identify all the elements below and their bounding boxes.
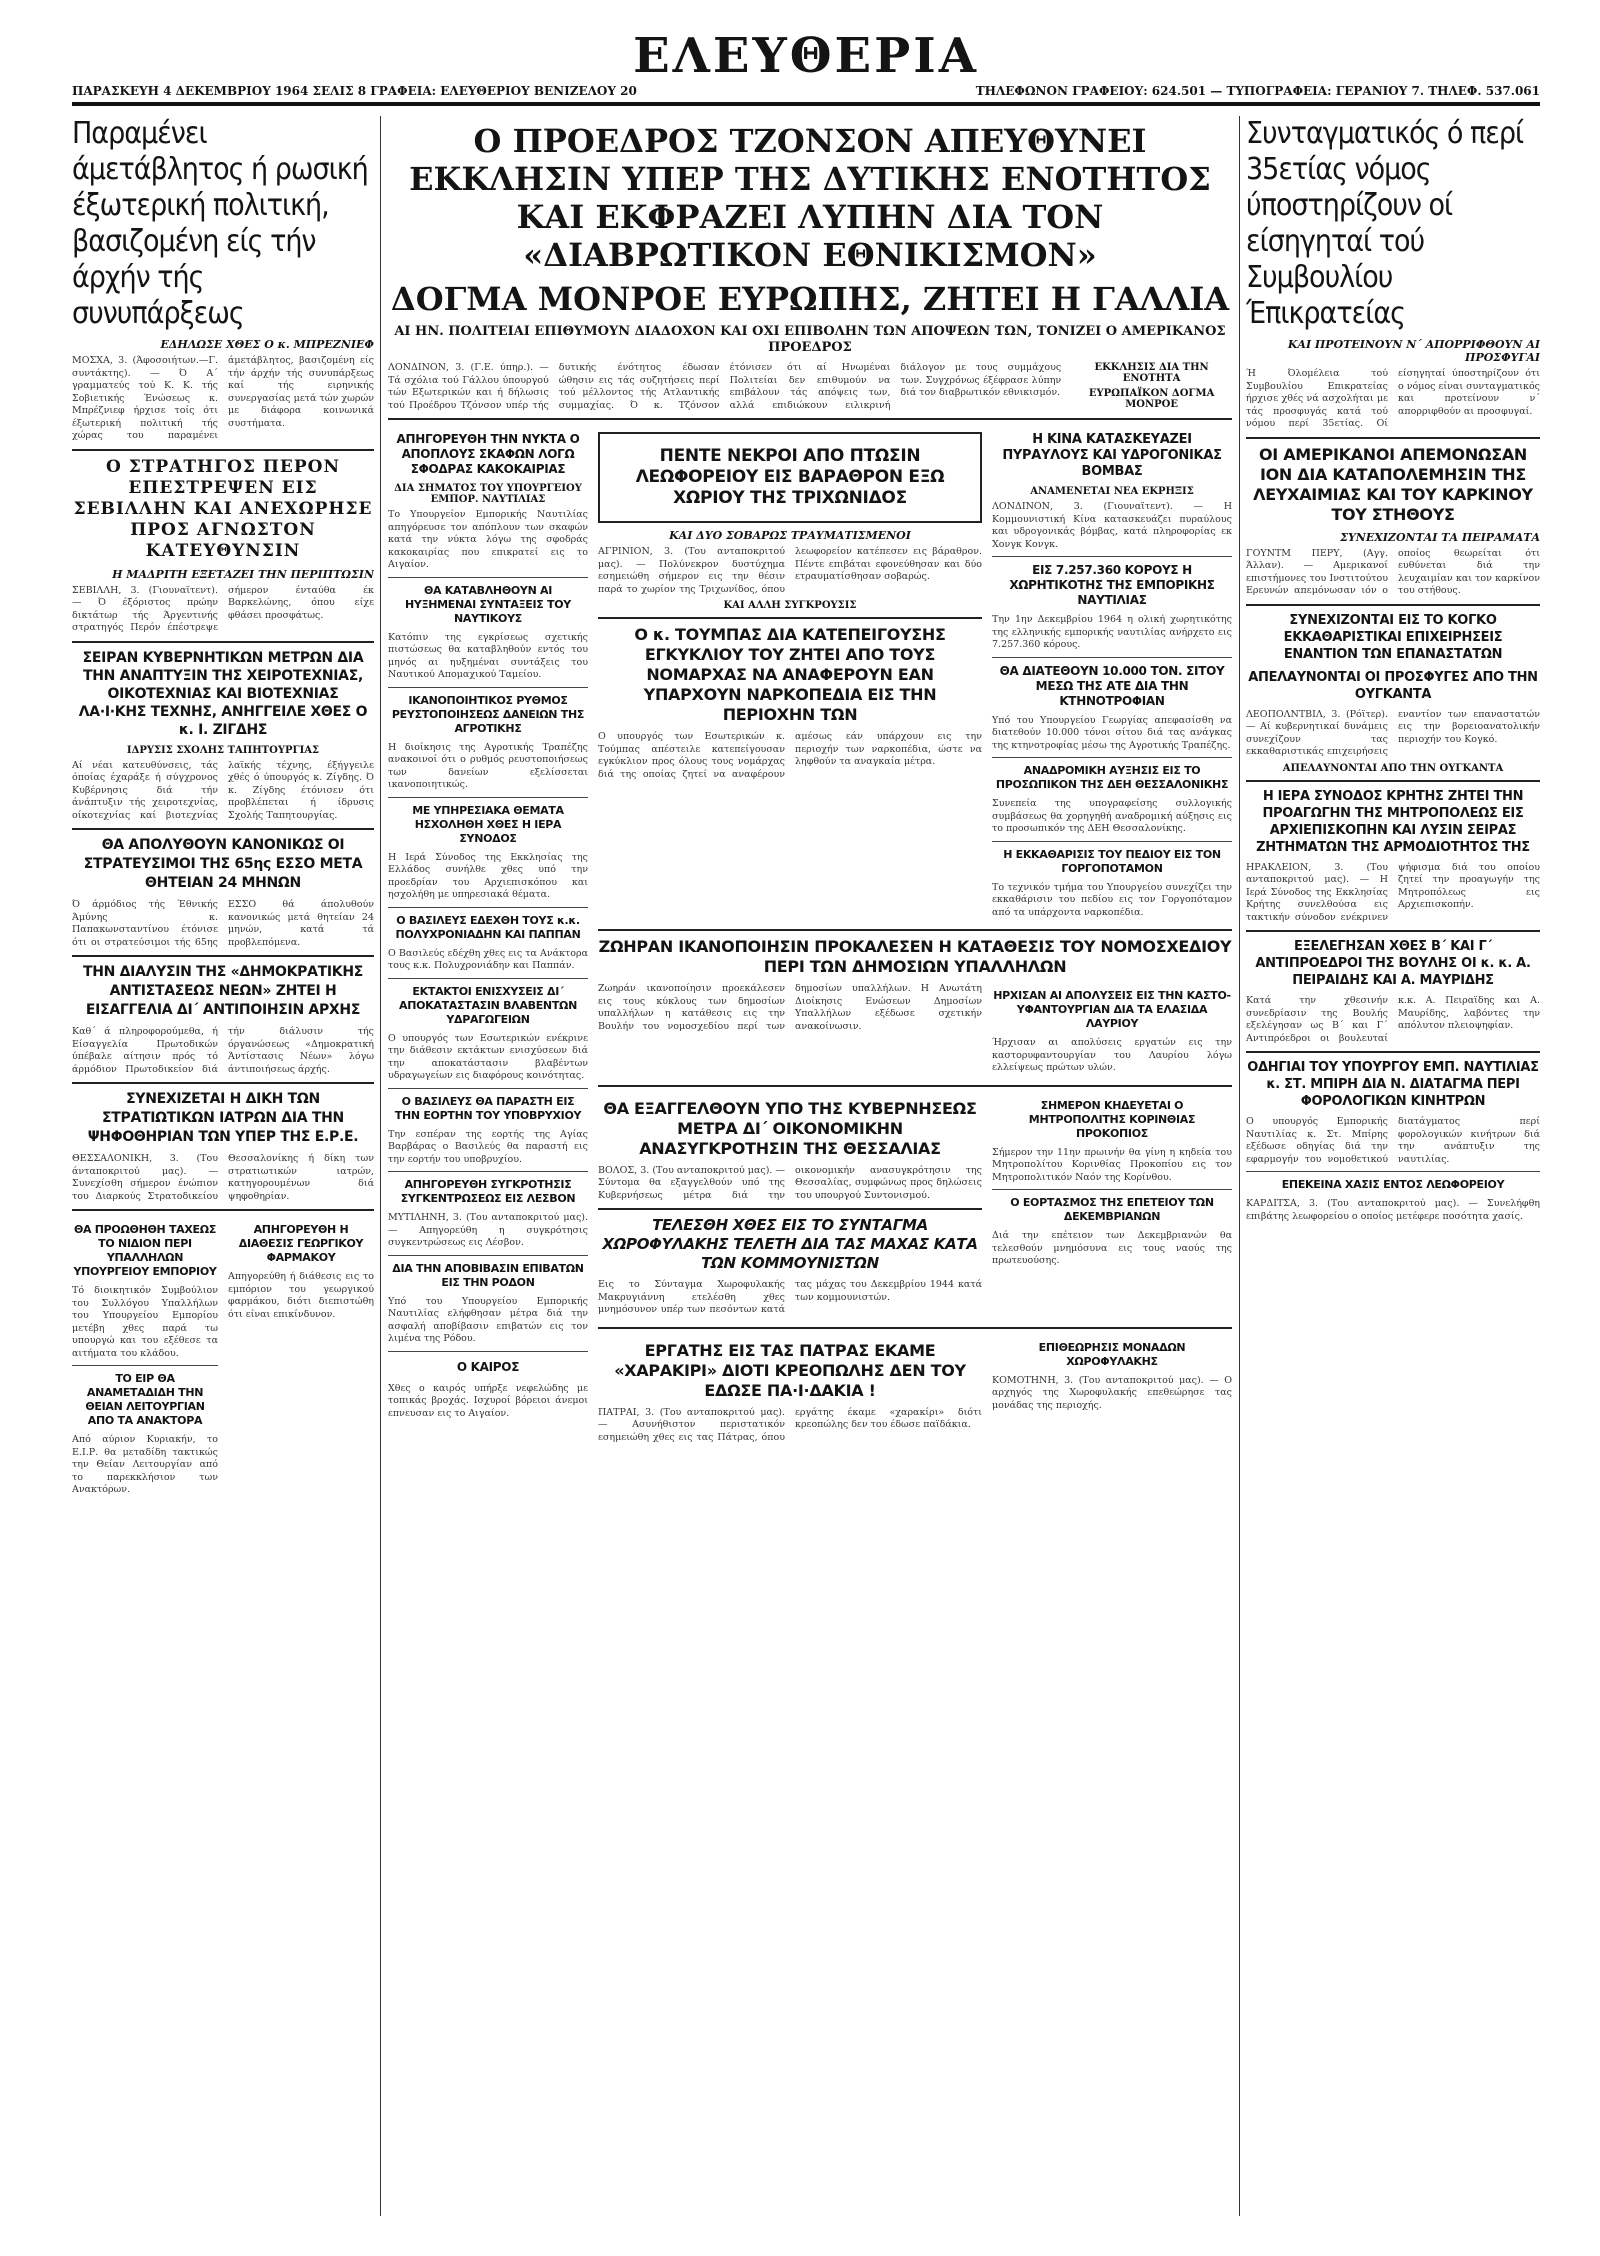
article-text: ΚΟΜΟΤΗΝΗ, 3. (Του ανταποκριτού μας). — Ο αρχηγός της Χωροφυλακής επεθεώρησε τας μονάδας της περιοχής. [992,1374,1232,1411]
center-grid [388,426,1232,1448]
headline-handicraft: ΣΕΙΡΑΝ ΚΥΒΕΡΝΗΤΙΚΩΝ ΜΕΤΡΩΝ ΔΙΑ ΤΗΝ ΑΝΑΠΤΥΞΙΝ ΤΗΣ ΧΕΙΡΟΤΕΧΝΙΑΣ, ΟΙΚΟΤΕΧΝΙΑΣ ΚΑΙ ΒΙΟΤΕΧΝΙΑΣ ΛΑ·Ι·ΚΗΣ ΤΕΧΝΗΣ, ΑΝΗΓΓΕΙΛΕ ΧΘΕΣ Ο κ. Ι. ΖΙΓΔΗΣ [78,649,368,738]
divider [992,556,1232,557]
divider [72,1209,374,1211]
center-top-row [598,426,1232,923]
article-text: Ό άρμόδιος τής Έθνικής Άμύνης κ. Παπακωνσταντίνου έτόνισε ότι οι στρατεύσιμοι τής 65ης ΕΣΣΟ θά άπολυθούν κανονικώς μετά θητείαν 24 μηνών, κατά τά προβλεπόμενα. [72,899,374,948]
article-text: Υπό του Υπουργείου Εμπορικής Ναυτιλίας ελήφθησαν μέτρα διά την ασφαλή αποβίβασιν επιβατών εις τον λιμένα της Ρόδου. [388,1295,588,1344]
article-text: ΒΟΛΟΣ, 3. (Του ανταποκριτού μας). — Σύντομα θα εξαγγελθούν υπό της Κυβερνήσεως μέτρα διά την οικονομικήν ανασυγκρότησιν της Θεσσαλίας, συμφώνως προς δηλώσεις του υπουργού Συντονισμού. [598,1164,982,1201]
headline-patras-harakiri: ΕΡΓΑΤΗΣ ΕΙΣ ΤΑΣ ΠΑΤΡΑΣ ΕΚΑΜΕ «ΧΑΡΑΚΙΡΙ» ΔΙΟΤΙ ΚΡΕΟΠΩΛΗΣ ΔΕΝ ΤΟΥ ΕΔΩΣΕ ΠΑ·Ι·ΔΑΚΙΑ ! [614,1340,966,1400]
byline: ΕΔΗΛΩΣΕ ΧΘΕΣ Ο κ. ΜΠΡΕΖΝΙΕΦ [160,338,374,351]
headline-doctors-trial: ΣΥΝΕΧΙΖΕΤΑΙ Η ΔΙΚΗ ΤΩΝ ΣΤΡΑΤΙΩΤΙΚΩΝ ΙΑΤΡΩΝ ΔΙΑ ΤΗΝ ΨΗΦΟΘΗΡΙΑΝ ΤΩΝ ΥΠΕΡ ΤΗΣ Ε.Ρ.Ε. [87,1091,359,1145]
article-text: Κατά την χθεσινήν συνεδρίασιν της Βουλής εξελέγησαν ως Β΄ και Γ΄ Αντιπρόεδροι οι βουλευταί κ.κ. Α. Πειραϊδης και Α. Μαυρίδης, λαβόντες την απόλυτον πλειοψηφίαν. [1246,995,1540,1044]
left-column [72,116,374,2216]
lead-headline-monroe: ΔΟΓΜΑ ΜΟΝΡΟΕ ΕΥΡΩΠΗΣ, ΖΗΤΕΙ Η ΓΑΛΛΙΑ [390,280,1230,318]
headline-radio-liturgy: ΤΟ ΕΙΡ ΘΑ ΑΝΑΜΕΤΑΔΙΔΗ ΤΗΝ ΘΕΙΑΝ ΛΕΙΤΟΥΡΓΙΑΝ ΑΠΟ ΤΑ ΑΝΑΚΤΟΡΑ [85,1372,205,1427]
block [598,1335,982,1449]
divider [992,757,1232,758]
headline-weather: Ο ΚΑΙΡΟΣ [456,1359,520,1374]
divider [992,1189,1232,1190]
center-column [388,116,1232,2216]
headline-uganda-refugees: ΑΠΕΛΑΥΝΟΝΤΑΙ ΟΙ ΠΡΟΣΦΥΓΕΣ ΑΠΟ ΤΗΝ ΟΥΓΚΑΝΤΑ [1248,669,1538,702]
article-text: Σήμερον την 11ην πρωινήν θα γίνη η κηδεία του Μητροπολίτου Κορινθίας Προκοπίου εις τον Μητροπολιτικόν Ναόν της Κορίνθου. [992,1146,1232,1183]
headline-dei-raise: ΑΝΑΔΡΟΜΙΚΗ ΑΥΞΗΣΙΣ ΕΙΣ ΤΟ ΠΡΟΣΩΠΙΚΟΝ ΤΗΣ ΔΕΗ ΘΕΣΣΑΛΟΝΙΚΗΣ [995,764,1229,791]
divider [598,617,982,619]
divider [388,1171,588,1172]
headline-thessaly-measures: ΘΑ ΕΞΑΓΓΕΛΘΟΥΝ ΥΠΟ ΤΗΣ ΚΥΒΕΡΝΗΣΕΩΣ ΜΕΤΡΑ ΔΙ΄ ΟΙΚΟΝΟΜΙΚΗΝ ΑΝΑΣΥΓΚΡΟΤΗΣΙΝ ΤΗΣ ΘΕΣΣΑΛΙΑΣ [603,1098,977,1158]
block [992,1335,1232,1449]
headline-bus-crash: ΠΕΝΤΕ ΝΕΚΡΟΙ ΑΠΟ ΠΤΩΣΙΝ ΛΕΩΦΟΡΕΙΟΥ ΕΙΣ ΒΑΡΑΘΡΟΝ ΕΞΩ ΧΩΡΙΟΥ ΤΗΣ ΤΡΙΧΩΝΙΔΟΣ [635,446,945,508]
headline-commerce-staff: ΘΑ ΠΡΟΩΘΗΘΗ ΤΑΧΕΩΣ ΤΟ ΝΙΔΙΟΝ ΠΕΡΙ ΥΠΑΛΛΗΛΩΝ ΥΠΟΥΡΓΕΙΟΥ ΕΜΠΟΡΙΟΥ [73,1223,217,1278]
byline: Η ΜΑΔΡΙΤΗ ΕΞΕΤΑΖΕΙ ΤΗΝ ΠΕΡΙΠΤΩΣΙΝ [112,567,374,581]
article-text: Υπό του Υπουργείου Γεωργίας απεφασίσθη να διατεθούν 10.000 τόνοι σίτου διά τας ανάγκας της κτηνοτροφίας μέσω της Αγροτικής Τραπέζης. [992,714,1232,751]
block [598,426,982,923]
headline-leukemia-virus: ΟΙ ΑΜΕΡΙΚΑΝΟΙ ΑΠΕΜΟΝΩΣΑΝ ΙΟΝ ΔΙΑ ΚΑΤΑΠΟΛΕΜΗΣΙΝ ΤΗΣ ΛΕΥΧΑΙΜΙΑΣ ΚΑΙ ΤΟΥ ΚΑΡΚΙΝΟΥ ΤΟΥ ΣΤΗΘΟΥΣ [1253,444,1533,524]
article-text: Το τεχνικόν τμήμα του Υπουργείου συνεχίζει την εκκαθάρισιν του πεδίου εις τον Γοργοπόταμον από τα υπάρχοντα ναρκοπέδια. [992,881,1232,918]
headline-peron: Ο ΣΤΡΑΤΗΓΟΣ ΠΕΡΟΝ ΕΠΕΣΤΡΕΨΕΝ ΕΙΣ ΣΕΒΙΛΛΗΝ ΚΑΙ ΑΝΕΧΩΡΗΣΕ ΠΡΟΣ ΑΓΝΩΣΤΟΝ ΚΑΤΕΥΘΥΝΣΙΝ [73,456,373,561]
article-text: ΓΟΥΝΤΜ ΠΕΡΥ, (Αγγ. Άλλαν). — Αμερικανοί επιστήμονες του Ινστιτούτου Ερευνών απεμόνωσαν ιόν ο οποίος θεωρείται ότι ευθύνεται διά την λευχαιμίαν και τον καρκίνον του στήθους. [1246,547,1540,596]
divider [1246,930,1540,932]
block [992,426,1232,923]
divider [598,929,1232,931]
newspaper-title: ΕΛΕΥΘΕΡΙΑ [633,28,979,84]
headline-wheat: ΘΑ ΔΙΑΤΕΘΟΥΝ 10.000 ΤΟΝ. ΣΙΤΟΥ ΜΕΣΩ ΤΗΣ ΑΤΕ ΔΙΑ ΤΗΝ ΚΤΗΝΟΤΡΟΦΙΑΝ [999,663,1225,708]
divider [388,907,588,908]
divider [598,1085,1232,1087]
lead-headline-johnson: Ο ΠΡΟΕΔΡΟΣ ΤΖΟΝΣΟΝ ΑΠΕΥΘΥΝΕΙ ΕΚΚΛΗΣΙΝ ΥΠΕΡ ΤΗΣ ΔΥΤΙΚΗΣ ΕΝΟΤΗΤΟΣ ΚΑΙ ΕΚΦΡΑΖΕΙ ΛΥΠΗΝ ΔΙΑ ΤΟΝ «ΔΙΑΒΡΩΤΙΚΟΝ ΕΘΝΙΚΙΣΜΟΝ» [409,122,1211,274]
divider [388,418,1232,420]
article-text: ΛΟΝΔΙΝΟΝ, 3. (Γιουναϊτεντ). — Η Κομμουνιστική Κίνα κατασκευάζει πυραύλους και υδρογονικάς βόμβας, κατά πληροφορίας εκ Χονγκ Κονγκ. [992,501,1232,550]
headline-hashish: ΕΠΕΚΕΙΝΑ ΧΑΣΙΣ ΕΝΤΟΣ ΛΕΩΦΟΡΕΙΟΥ [1281,1178,1505,1191]
article-text: ΑΓΡΙΝΙΟΝ, 3. (Του ανταποκριτού μας). — Πολύνεκρον δυστύχημα εσημειώθη σήμερον εις την θέσιν παρά το χωρίον της Τριχωνίδος, όπου λεωφορείον κατέπεσεν εις βάραθρον. Πέντε επιβάται εφονεύθησαν και δύο ετραυματίσθησαν σοβαρώς. [598,546,982,595]
headline-naval-pensions: ΘΑ ΚΑΤΑΒΛΗΘΟΥΝ ΑΙ ΗΥΞΗΜΕΝΑΙ ΣΥΝΤΑΞΕΙΣ ΤΟΥ ΝΑΥΤΙΚΟΥΣ [405,583,571,625]
divider [72,641,374,643]
block [992,983,1232,1079]
issue-date-line: ΠΑΡΑΣΚΕΥΗ 4 ΔΕΚΕΜΒΡΙΟΥ 1964 ΣΕΛΙΣ 8 ΓΡΑΦΕΙΑ: ΕΛΕΥΘΕΡΙΟΥ ΒΕΝΙΖΕΛΟΥ 20 [72,84,637,98]
headline-submarine-feast: Ο ΒΑΣΙΛΕΥΣ ΘΑ ΠΑΡΑΣΤΗ ΕΙΣ ΤΗΝ ΕΟΡΤΗΝ ΤΟΥ ΥΠΟΒΡΥΧΙΟΥ [394,1094,582,1122]
divider [388,978,588,979]
subhead: ΕΥΡΩΠΑΪΚΟΝ ΔΟΓΜΑ ΜΟΝΡΟΕ [1088,388,1215,410]
row [598,983,1232,1079]
headline-gendarmerie-ceremony: ΤΕΛΕΣΘΗ ΧΘΕΣ ΕΙΣ ΤΟ ΣΥΝΤΑΓΜΑ ΧΩΡΟΦΥΛΑΚΗΣ ΤΕΛΕΤΗ ΔΙΑ ΤΑΣ ΜΑΧΑΣ ΚΑΤΑ ΤΩΝ ΚΟΜΜΟΥΝΙΣΤΩΝ [602,1216,978,1272]
article-text: Κατόπιν της εγκρίσεως σχετικής πιστώσεως θα καταβληθούν εντός του μηνός αι ηυξημέναι συντάξεις του Ναυτικού Απομαχικού Ταμείου. [388,631,588,680]
block [598,1093,982,1321]
article-text: Ο υπουργός Εμπορικής Ναυτιλίας κ. Στ. Μπίρης εξέδωσε οδηγίας διά την εφαρμογήν του νομοθετικού διατάγματος περί φορολογικών κινήτρων διά την ανάπτυξιν της ναυτιλίας. [1246,1116,1540,1165]
headline-vice-presidents: ΕΞΕΛΕΓΗΣΑΝ ΧΘΕΣ Β΄ ΚΑΙ Γ΄ ΑΝΤΙΠΡΟΕΔΡΟΙ ΤΗΣ ΒΟΥΛΗΣ ΟΙ κ. κ. Α. ΠΕΙΡΑΙΔΗΣ ΚΑΙ Α. ΜΑΥΡΙΔΗΣ [1255,939,1531,988]
divider [598,1327,1232,1329]
article-text: Ο Βασιλεύς εδέχθη χθες εις τα Ανάκτορα τους κ.κ. Πολυχρονιάδην και Παππάν. [388,947,588,971]
headline-resistance-dissolution: ΤΗΝ ΔΙΑΛΥΣΙΝ ΤΗΣ «ΔΗΜΟΚΡΑΤΙΚΗΣ ΑΝΤΙΣΤΑΣΕΩΣ ΝΕΩΝ» ΖΗΤΕΙ Η ΕΙΣΑΓΓΕΛΙΑ ΔΙ΄ ΑΝΤΙΠΟΙΗΣΙΝ ΑΡΧΗΣ [82,964,364,1018]
article-text: Ή Όλομέλεια τού Συμβουλίου Επικρατείας ήρχισε χθές νά ασχολήται με τάς προσφυγάς κατά τού νόμου περί 35ετίας. Οί είσηγηταί ύποστηρίζουν ότι ο νόμος είναι συνταγματικός και προτείνουν ν΄ απορριφθούν αι προσφυγαί. [1246,368,1540,429]
subhead: ΙΔΡΥΣΙΣ ΣΧΟΛΗΣ ΤΑΠΗΤΟΥΡΓΙΑΣ [126,744,320,756]
divider [598,1208,982,1210]
headline-december-anniversary: Ο ΕΟΡΤΑΣΜΟΣ ΤΗΣ ΕΠΕΤΕΙΟΥ ΤΩΝ ΔΕΚΕΜΒΡΙΑΝΩΝ [1010,1196,1214,1223]
subhead: ΔΙΑ ΣΗΜΑΤΟΣ ΤΟΥ ΥΠΟΥΡΓΕΙΟΥ ΕΜΠΟΡ. ΝΑΥΤΙΛΙΑΣ [394,483,582,505]
bus-crash-box [598,432,982,523]
headline-35-year-law: Συνταγματικός ό περί 35ετίας νόμος ύποστηρίζουν οί είσηγηταί τού Συμβουλίου Έπικρατείας [1246,116,1524,331]
briefs-stack [388,426,588,1448]
divider [388,797,588,798]
article-text: ΛΕΟΠΟΛΝΤΒΙΛ, 3. (Ρόϊτερ). — Αί κυβερνητικαί δυνάμεις συνεχίζουν τας εκκαθαριστικάς επιχειρήσεις εναντίον των επαναστατών εις την βορειοανατολικήν περιοχήν του Κογκό. [1246,708,1540,757]
article-text: Τό διοικητικόν Συμβούλιον του Συλλόγου Υπαλλήλων του Υπουργείου Εμπορίου μετέβη χθες παρά τω υπουργώ και του εξέθεσε τα αιτήματα του κλάδου. [72,1285,218,1359]
divider [1246,437,1540,439]
divider [992,657,1232,658]
masthead-rule [72,102,1540,106]
divider [992,841,1232,842]
subhead: ΕΚΚΛΗΣΙΣ ΔΙΑ ΤΗΝ ΕΝΟΤΗΤΑ [1094,362,1209,384]
article-text: Συνεπεία της υπογραφείσης συλλογικής συμβάσεως θα χορηγηθή αναδρομική αύξησις εις το προσωπικόν της ΔΕΗ Θεσσαλονίκης. [992,798,1232,834]
article-text: Καθ΄ ά πληροφορούμεθα, ή Είσαγγελία Πρωτοδικών ύπέβαλε αίτησιν πρός τό άρμόδιον Πρωτοδικείον διά τήν διάλυσιν τής όργανώσεως «Δημοκρατική Άντίστασις Νέων» λόγω άντιποιήσεως άρχής. [72,1026,374,1075]
headline-inspection: ΕΠΙΘΕΩΡΗΣΙΣ ΜΟΝΑΔΩΝ ΧΩΡΟΦΥΛΑΚΗΣ [1038,1340,1186,1368]
headline-king-received: Ο ΒΑΣΙΛΕΥΣ ΕΔΕΧΘΗ ΤΟΥΣ κ.κ. ΠΟΛΥΧΡΟΝΙΑΔΗΝ ΚΑΙ ΠΑΠΠΑΝ [395,913,581,941]
byline: ΚΑΙ ΔΥΟ ΣΟΒΑΡΩΣ ΤΡΑΥΜΑΤΙΣΜΕΝΟΙ [669,529,911,542]
article-text: Το Υπουργείον Εμπορικής Ναυτιλίας απηγόρευσε τον απόπλουν των σκαφών κατά την νύκτα λόγω της σφοδράς κακοκαιρίας που επικρατεί εις το Αιγαίον. [388,509,588,570]
article-text: Απηγορεύθη ή διάθεσις εις το εμπόριον του γεωργικού φαρμάκου, διότι διεπιστώθη ότι είναι επικίνδυνον. [228,1271,374,1320]
article-text: Εις το Σύνταγμα Χωροφυλακής Μακρυγιάννη ετελέσθη χθες μνημόσυνον υπέρ των πεσόντων κατά τας μάχας του Δεκεμβρίου 1944 κατά των κομμουνιστών. [598,1279,982,1315]
divider [72,1082,374,1084]
right-column [1246,116,1540,2216]
article-text: Διά την επέτειον των Δεκεμβριανών θα τελεσθούν μνημόσυνα εις τους ναούς της πρωτευούσης. [992,1230,1232,1266]
subhead: ΑΝΑΜΕΝΕΤΑΙ ΝΕΑ ΕΚΡΗΞΙΣ [1030,486,1194,497]
headline-china-bombs: Η ΚΙΝΑ ΚΑΤΑΣΚΕΥΑΖΕΙ ΠΥΡΑΥΛΟΥΣ ΚΑΙ ΥΔΡΟΓΟΝΙΚΑΣ ΒΟΜΒΑΣ [1002,432,1222,479]
phone-line: ΤΗΛΕΦΩΝΟΝ ΓΡΑΦΕΙΟΥ: 624.501 — ΤΥΠΟΓΡΑΦΕΙΑ: ΓΕΡΑΝΙΟΥ 7. ΤΗΛΕΦ. 537.061 [975,84,1540,98]
headline-tax-incentives: ΟΔΗΓΙΑΙ ΤΟΥ ΥΠΟΥΡΓΟΥ ΕΜΠ. ΝΑΥΤΙΛΙΑΣ κ. ΣΤ. ΜΠΙΡΗ ΔΙΑ Ν. ΔΙΑΤΑΓΜΑ ΠΕΡΙ ΦΟΡΟΛΟΓΙΚΩΝ ΚΙΝΗΤΡΩΝ [1247,1060,1539,1109]
article-text: Από αύριον Κυριακήν, το Ε.Ι.Ρ. θα μεταδίδη τακτικώς την Θείαν Λειτουργίαν από το παρεκκλήσιον των Ανακτόρων. [72,1434,218,1495]
article-text: ΘΕΣΣΑΛΟΝΙΚΗ, 3. (Του άνταποκριτού μας). — Συνεχίσθη σήμερον ένώπιον του Διαρκούς Στρατοδικείου Θεσσαλονίκης ή δίκη των στρατιωτικών ιατρών, κατηγορουμένων διά ψηφοθηρίαν. [72,1153,374,1202]
row [598,1335,1232,1449]
divider [1246,1171,1540,1172]
newspaper-page [72,28,1540,2228]
headline-pesticide-ban: ΑΠΗΓΟΡΕΥΘΗ Η ΔΙΑΘΕΣΙΣ ΓΕΩΡΓΙΚΟΥ ΦΑΡΜΑΚΟΥ [238,1223,364,1264]
headline-water-aid: ΕΚΤΑΚΤΟΙ ΕΝΙΣΧΥΣΕΙΣ ΔΙ΄ ΑΠΟΚΑΤΑΣΤΑΣΙΝ ΒΛΑΒΕΝΤΩΝ ΥΔΡΑΓΩΓΕΙΩΝ [399,984,577,1026]
byline: ΚΑΙ ΠΡΟΤΕΙΝΟΥΝ Ν΄ ΑΠΟΡΡΙΦΘΟΥΝ ΑΙ ΠΡΟΣΦΥΓΑΙ [1287,338,1540,364]
headline-congo: ΣΥΝΕΧΙΖΟΝΤΑΙ ΕΙΣ ΤΟ ΚΟΓΚΟ ΕΚΚΑΘΑΡΙΣΤΙΚΑΙ ΕΠΙΧΕΙΡΗΣΕΙΣ ΕΝΑΝΤΙΟΝ ΤΩΝ ΕΠΑΝΑΣΤΑΤΩΝ [1283,612,1503,662]
article-text: ΛΟΝΔΙΝΟΝ, 3. (Γ.Ε. ύπηρ.). — Τά σχόλια τού Γάλλου ύπουργού τών Εξωτερικών και ή δήλωσις τού Προέδρου Τζόνσον υπέρ τής δυτικής ένότητος έδωσαν ώθησιν εις τάς συζητήσεις περί τού μέλλοντος τής Ατλαντικής συμμαχίας. Ό κ. Τζόνσον έτόνισεν ότι αί Ηνωμέναι Πολιτείαι δεν επιθυμούν να επιβάλουν τάς απόψεις των, αλλά επιδιώκουν ειλικρινή διάλογον με τους συμμάχους των. Συγχρόνως έξέφρασε λύπην διά τον διαβρωτικόν εθνικισμόν. [388,362,1062,411]
headline-tonnage: ΕΙΣ 7.257.360 ΚΟΡΟΥΣ Η ΧΩΡΗΤΙΚΟΤΗΣ ΤΗΣ ΕΜΠΟΡΙΚΗΣ ΝΑΥΤΙΛΙΑΣ [1009,563,1215,607]
article-text: Αί νέαι κατευθύνσεις, τάς όποίας έχαράξε ή σύγχρονος Κυβέρνησις διά τήν άνάπτυξιν τής χειροτεχνίας, οίκοτεχνίας καί βιοτεχνίας λαϊκής τέχνης, έξήγγειλε χθές ό ύπουργός κ. Ζίγδης. Ό κ. Ζίγδης έτόνισεν ότι προβλέπεται ή ίδρυσις Σχολής Ταπητουργίας. [72,759,374,821]
divider [388,577,588,578]
masthead [72,28,1540,108]
column-divider [380,116,381,2216]
article-text: Η διοίκησις της Αγροτικής Τραπέζης ανακοινοί ότι ο ρυθμός ρευστοποιήσεως των δανείων εξελίσσεται ικανοποιητικώς. [388,741,588,790]
block [992,1093,1232,1321]
row [598,1093,1232,1321]
article-text: Την 1ην Δεκεμβρίου 1964 η ολική χωρητικότης της ελληνικής εμπορικής ναυτιλίας ανήρχετο εις 7.257.360 κόρους. [992,614,1232,650]
article-text: ΚΑΡΔΙΤΣΑ, 3. (Του ανταποκριτού μας). — Συνελήφθη επιβάτης λεωφορείου ο οποίος μετέφερε ποσότητα χασίς. [1246,1198,1540,1222]
headline-gorgopotamos: Η ΕΚΚΑΘΑΡΙΣΙΣ ΤΟΥ ΠΕΔΙΟΥ ΕΙΣ ΤΟΝ ΓΟΡΓΟΠΟΤΑΜΟΝ [1003,847,1221,875]
headline-lavrio-layoffs: ΗΡΧΙΣΑΝ ΑΙ ΑΠΟΛΥΣΕΙΣ ΕΙΣ ΤΗΝ ΚΑΣΤΟ-ΥΦΑΝΤΟΥΡΓΙΑΝ ΔΙΑ ΤΑ ΕΛΑΣΙΔΑ ΛΑΥΡΙΟΥ [993,989,1231,1030]
headline-agri-loans: ΙΚΑΝΟΠΟΙΗΤΙΚΟΣ ΡΥΘΜΟΣ ΡΕΥΣΤΟΠΟΙΗΣΕΩΣ ΔΑΝΕΙΩΝ ΤΗΣ ΑΓΡΟΤΙΚΗΣ [391,693,585,735]
lead-subheadline: ΑΙ ΗΝ. ΠΟΛΙΤΕΙΑΙ ΕΠΙΘΥΜΟΥΝ ΔΙΑΔΟΧΟΝ ΚΑΙ ΟΧΙ ΕΠΙΒΟΛΗΝ ΤΩΝ ΑΠΟΨΕΩΝ ΤΩΝ, ΤΟΝΙΖΕΙ Ο ΑΜΕΡΙΚΑΝΟΣ ΠΡΟΕΔΡΟΣ [394,324,1226,355]
divider [388,687,588,688]
article-text: ΣΕΒΙΛΛΗ, 3. (Γιουναϊτεντ). — Ό έξόριστος πρώην δικτάτωρ τής Άργεντινής στρατηγός Περόν έπέστρεψε σήμερον ένταύθα έκ Βαρκελώνης, όπου είχε φθάσει προσφάτως. [72,584,374,633]
column-divider [1239,116,1240,2216]
article-text: ΠΑΤΡΑΙ, 3. (Του ανταποκριτού μας). — Ασυνήθιστον περιστατικόν εσημειώθη χθες εις τας Πάτρας, όπου εργάτης έκαμε «χαρακίρι» διότι κρεοπώλης δεν του έδωσε παϊδάκια. [598,1406,982,1443]
article-text: ΜΥΤΙΛΗΝΗ, 3. (Του ανταποκριτού μας). — Απηγορεύθη η συγκρότησις συγκεντρώσεως εις Λέσβον. [388,1212,588,1248]
divider [1246,780,1540,782]
article-text: Ο υπουργός των Εσωτερικών κ. Τούμπας απέστειλε κατεπείγουσαν εγκύκλιον προς όλους τους νομάρχας διά της οποίας ζητεί να αναφέρουν αμέσως εάν υπάρχουν εις την περιοχήν των ναρκοπέδια, ώστε να ληφθούν τα αναγκαία μέτρα. [598,731,982,780]
article-text: Την εσπέραν της εορτής της Αγίας Βαρβάρας ο Βασιλεύς θα παραστή εις την εορτήν του υποβρυχίου. [388,1128,588,1165]
divider [1246,604,1540,606]
divider [72,449,374,451]
divider [72,1365,218,1366]
article-text: ΜΟΣΧΑ, 3. (Άφοσοιήτων.—Γ. συντάκτης). — Ό Α΄ γραμματεύς τού Κ. Κ. τής Σοβιετικής Ένώσεως κ. Μπρέζνιεφ ήρχισε τοίς ότι έξωτερική πολιτική τής χώρας του παραμένει άμετάβλητος, βασιζομένη είς τήν άρχήν τής συνυπάρξεως καί τής ειρηνικής συνεργασίας μετά τών χωρών με διάφορα κοινωνικά συστήματα. [72,355,374,441]
headline-minefields: Ο κ. ΤΟΥΜΠΑΣ ΔΙΑ ΚΑΤΕΠΕΙΓΟΥΣΗΣ ΕΓΚΥΚΛΙΟΥ ΤΟΥ ΖΗΤΕΙ ΑΠΟ ΤΟΥΣ ΝΟΜΑΡΧΑΣ ΝΑ ΑΝΑΦΕΡΟΥΝ ΕΑΝ ΥΠΑΡΧΟΥΝ ΝΑΡΚΟΠΕΔΙΑ ΕΙΣ ΤΗΝ ΠΕΡΙΟΧΗΝ ΤΩΝ [634,625,946,724]
divider [388,1255,588,1256]
article-text: Ήρχισαν αι απολύσεις εργατών εις την καστορυφαντουργίαν του Λαυρίου λόγω ελλείψεως πρώτων υλών. [992,1037,1232,1073]
byline: ΣΥΝΕΧΙΖΟΝΤΑΙ ΤΑ ΠΕΙΡΑΜΑΤΑ [1340,530,1540,544]
article-text: ΗΡΑΚΛΕΙΟΝ, 3. (Του ανταποκριτού μας). — Η Ιερά Σύνοδος της Εκκλησίας Κρήτης συνελθούσα εις τακτικήν σύνοδον ενέκρινεν ψήφισμα διά του οποίου ζητεί την προαγωγήν της Μητροπόλεως εις Αρχιεπισκοπήν. [1246,861,1540,923]
brief-row [72,1217,374,1501]
divider [72,955,374,957]
headline-ship-ban: ΑΠΗΓΟΡΕΥΘΗ ΤΗΝ ΝΥΚΤΑ Ο ΑΠΟΠΛΟΥΣ ΣΚΑΦΩΝ ΛΟΓΩ ΣΦΟΔΡΑΣ ΚΑΚΟΚΑΙΡΙΑΣ [396,432,580,476]
lead-article-body [388,362,1232,412]
divider [72,828,374,830]
center-main [598,426,1232,1448]
article-text: Ζωηράν ικανοποίησιν προεκάλεσεν εις τους κύκλους των δημοσίων υπαλλήλων η κατάθεσις εις την Βουλήν του νομοσχεδίου περί των δημοσίων υπαλλήλων. Η Ανωτάτη Διοίκησις Ενώσεων Δημοσίων Υπαλλήλων εξέδωσε σχετικήν ανακοίνωσιν. [598,983,982,1032]
headline-metropolitan-funeral: ΣΗΜΕΡΟΝ ΚΗΔΕΥΕΤΑΙ Ο ΜΗΤΡΟΠΟΛΙΤΗΣ ΚΟΡΙΝΘΙΑΣ ΠΡΟΚΟΠΙΟΣ [1028,1098,1196,1140]
divider [1246,1051,1540,1053]
brief [228,1217,374,1501]
subhead: ΑΠΕΛΑΥΝΟΝΤΑΙ ΑΠΟ ΤΗΝ ΟΥΓΚΑΝΤΑ [1282,762,1504,774]
headline-civil-servants-bill: ΖΩΗΡΑΝ ΙΚΑΝΟΠΟΙΗΣΙΝ ΠΡΟΚΑΛΕΣΕΝ Η ΚΑΤΑΘΕΣΙΣ ΤΟΥ ΝΟΜΟΣΧΕΔΙΟΥ ΠΕΡΙ ΤΩΝ ΔΗΜΟΣΙΩΝ ΥΠΑΛΛΗΛΩΝ [598,937,1232,976]
headline-holy-synod: ΜΕ ΥΠΗΡΕΣΙΑΚΑ ΘΕΜΑΤΑ ΗΣΧΟΛΗΘΗ ΧΘΕΣ Η ΙΕΡΑ ΣΥΝΟΔΟΣ [412,803,564,845]
divider [388,1088,588,1089]
headline-lesvos: ΑΠΗΓΟΡΕΥΘΗ ΣΥΓΚΡΟΤΗΣΙΣ ΣΥΓΚΕΝΤΡΩΣΕΩΣ ΕΙΣ ΛΕΣΒΟΝ [400,1178,576,1205]
brief [72,1217,218,1501]
headline-rhodes: ΔΙΑ ΤΗΝ ΑΠΟΒΙΒΑΣΙΝ ΕΠΙΒΑΤΩΝ ΕΙΣ ΤΗΝ ΡΟΔΟΝ [392,1261,584,1289]
subhead: ΚΑΙ ΑΛΛΗ ΣΥΓΚΡΟΥΣΙΣ [723,600,857,611]
article-text: Χθες ο καιρός υπήρξε νεφελώδης με τοπικάς βροχάς. Ισχυροί βόρειοι άνεμοι επνευσαν εις το Αιγαίον. [388,1382,588,1419]
headline-soviet-policy: Παραμένει άμετάβλητος ή ρωσική έξωτερική πολιτική, βασιζομένη είς τήν άρχήν τής συνυπάρξεως [72,116,368,331]
article-text: Η Ιερά Σύνοδος της Εκκλησίας της Ελλάδος συνήλθε χθες υπό την προεδρίαν του Αρχιεπισκόπου και ησχολήθη με υπηρεσιακά θέματα. [388,851,588,900]
headline-crete-synod: Η ΙΕΡΑ ΣΥΝΟΔΟΣ ΚΡΗΤΗΣ ΖΗΤΕΙ ΤΗΝ ΠΡΟΑΓΩΓΗΝ ΤΗΣ ΜΗΤΡΟΠΟΛΕΩΣ ΕΙΣ ΑΡΧΙΕΠΙΣΚΟΠΗΝ ΚΑΙ ΛΥΣΙΝ ΣΕΙΡΑΣ ΖΗΤΗΜΑΤΩΝ ΤΗΣ ΑΡΜΟΔΙΟΤΗΤΟΣ ΤΗΣ [1256,788,1530,855]
article-text: Ο υπουργός των Εσωτερικών ενέκρινε την διάθεσιν εκτάκτων ενισχύσεων διά την αποκατάστασιν βλαβέντων υδραγωγείων εις διαφόρους κοινότητας. [388,1032,588,1081]
headline-conscripts: ΘΑ ΑΠΟΛΥΘΟΥΝ ΚΑΝΟΝΙΚΩΣ ΟΙ ΣΤΡΑΤΕΥΣΙΜΟΙ ΤΗΣ 65ης ΕΣΣΟ ΜΕΤΑ ΘΗΤΕΙΑΝ 24 ΜΗΝΩΝ [83,837,363,891]
divider [388,1351,588,1352]
